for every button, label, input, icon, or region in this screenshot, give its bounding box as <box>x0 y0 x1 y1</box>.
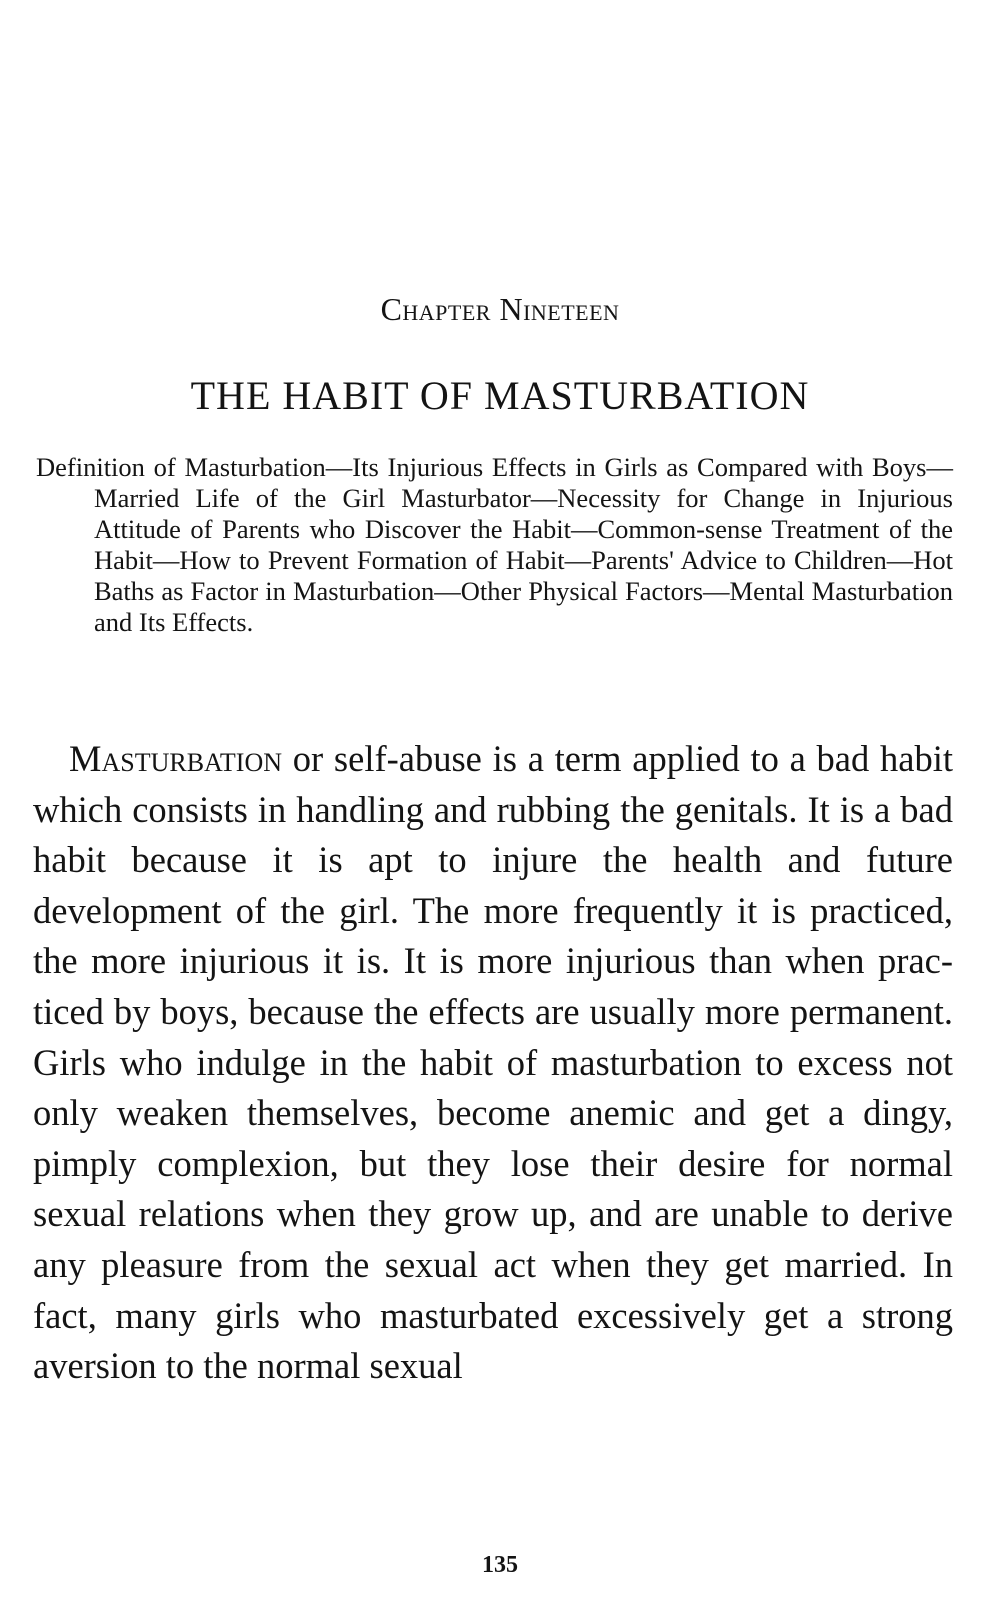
lead-word: Masturbation <box>69 738 283 779</box>
page-number: 135 <box>482 1552 518 1578</box>
body-paragraph <box>33 734 953 1392</box>
body-paragraph-text: or self-abuse is a term applied to a bad habit which consists in handling and rubbing the genitals. It is a bad habit because it is apt to injure the health and future development of the girl. The more frequently it is practiced, the more injurious it is. It is more injurious than when practiced by boys, because the effects are usually more permanent. Girls who indulge in the habit of masturbation to excess not only weaken themselves, become anemic and get a dingy, pimply complexion, but they lose their desire for normal sexual relations when they grow up, and are unable to derive any pleasure from the sexual act when they get married. In fact, many girls who masturbated excessively get a strong aversion to the normal sexual <box>33 738 953 1387</box>
chapter-synopsis: Definition of Masturbation—Its Injurious Effects in Girls as Compared with Boys—Married Life of the Girl Masturbator—Necessity for Change in Injurious Attitude of Parents who Discover the Habit—Common-sense Treatment of the Habit—How to Prevent Formation of Habit—Parents' Advice to Children—Hot Baths as Factor in Masturbation—Other Physical Factors—Mental Masturbation and Its Effects. <box>36 452 953 637</box>
chapter-title: THE HABIT OF MASTURBATION <box>190 373 810 418</box>
chapter-label: Chapter Nineteen <box>380 291 620 327</box>
